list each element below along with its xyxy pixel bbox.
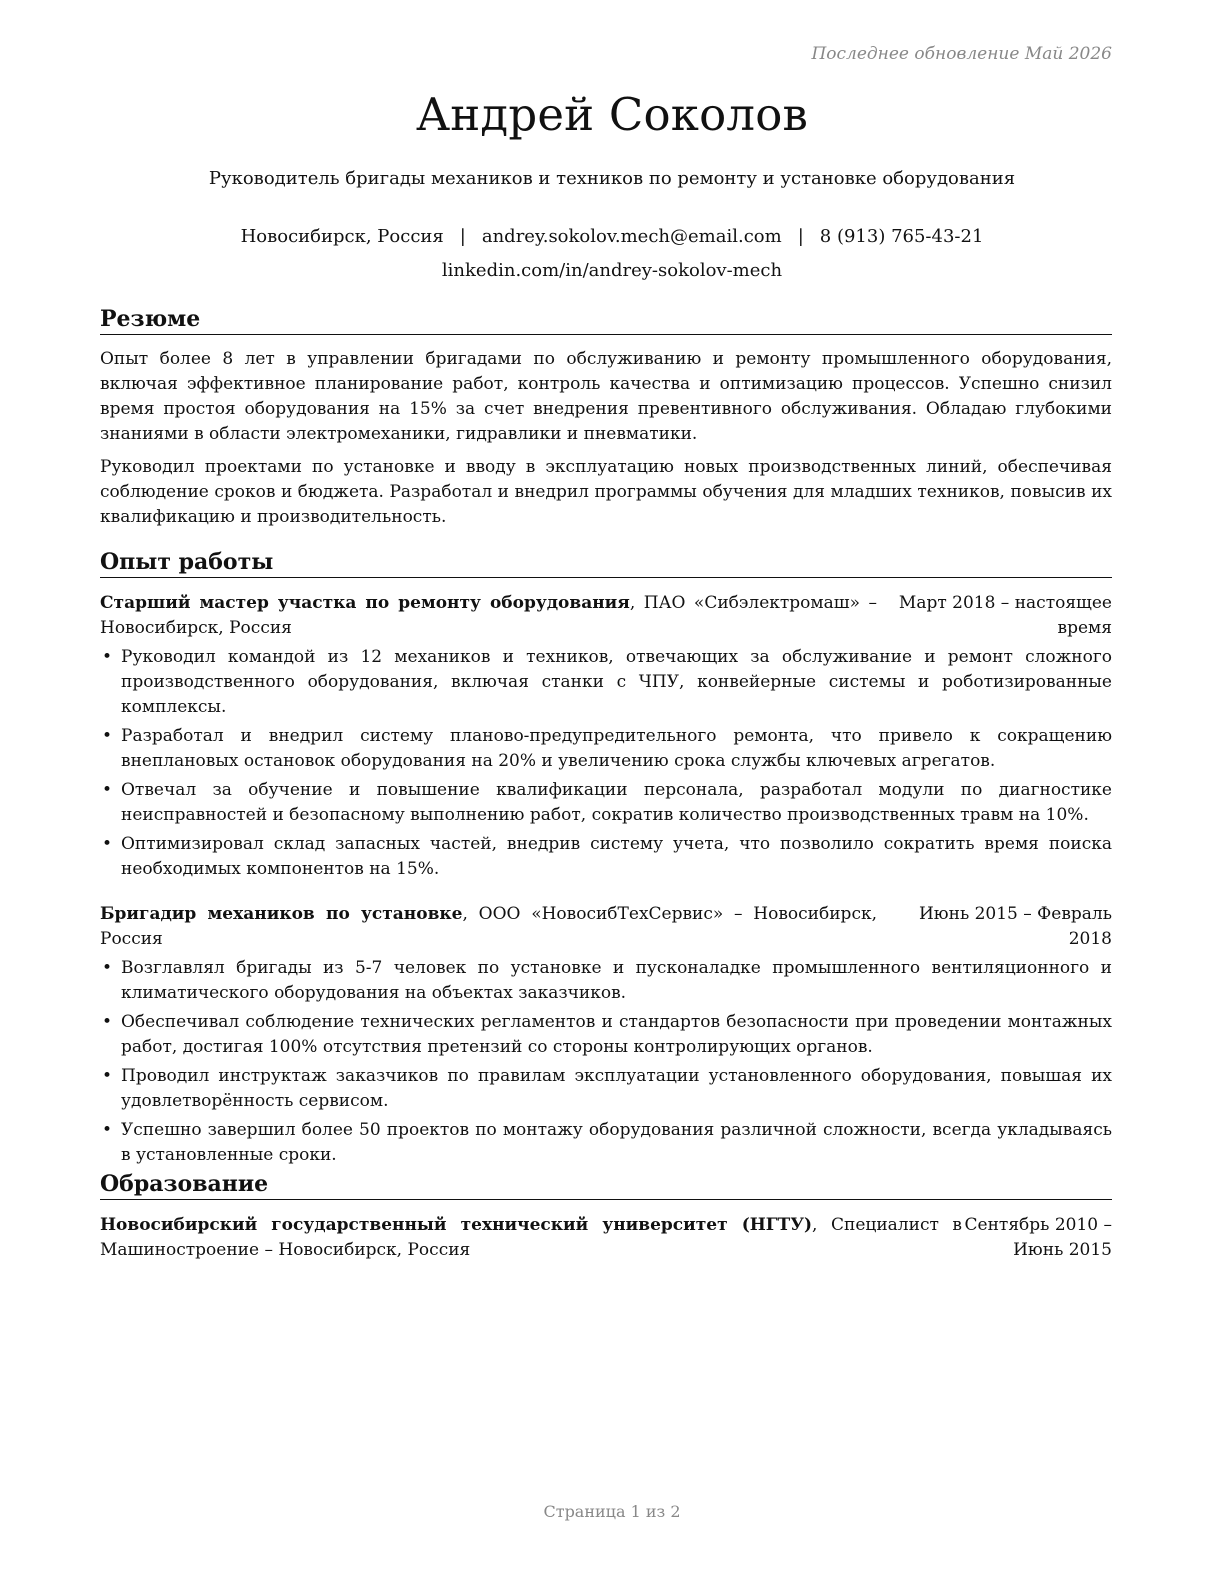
list-item: • Возглавлял бригады из 5-7 человек по установке и пусконаладке промышленного вентиляционного и климатического оборудования на объектах заказчиков. (102, 958, 1112, 1003)
school-name: Новосибирский государственный технический университет (НГТУ) (100, 1215, 813, 1235)
last-updated: Последнее обновление Май 2026 (811, 44, 1112, 64)
job-role: Старший мастер участка по ремонту оборудования (100, 593, 630, 613)
job-role: Бригадир механиков по установке (100, 904, 463, 924)
job-dates: Июнь 2015 – Февраль 2018 (918, 904, 1112, 949)
education-dates: Сентябрь 2010 – Июнь 2015 (964, 1215, 1112, 1260)
bullet-icon: • (102, 780, 113, 800)
job-company: , ООО «НовосибТехСервис» – Новосибирск, Россия (100, 904, 877, 949)
contact-block (0, 220, 1224, 288)
job-entry (100, 591, 1112, 882)
section-heading: Образование (100, 1170, 1112, 1200)
section-heading: Резюме (100, 305, 1112, 335)
bullet-icon: • (102, 647, 113, 667)
summary-paragraph: Руководил проектами по установке и вводу в эксплуатацию новых производственных линий, обеспечивая соблюдение сроков и бюджета. Разработал и внедрил программы обучения для младших техников, повысив их квалификацию и производительность. (100, 457, 1112, 527)
job-header (100, 902, 1112, 952)
email-link[interactable]: andrey.sokolov.mech@email.com (481, 226, 782, 247)
section-heading: Опыт работы (100, 548, 1112, 578)
bullet-icon: • (102, 726, 113, 746)
separator: | (797, 226, 804, 247)
candidate-name: Андрей Соколов (415, 88, 809, 141)
location: Новосибирск, Россия (240, 226, 444, 247)
job-title-line (100, 902, 877, 952)
education-title-line (100, 1213, 962, 1263)
job-company: , ПАО «Сибэлектромаш» – Новосибирск, Россия (100, 593, 877, 638)
job-bullets (100, 645, 1112, 882)
list-item: • Отвечал за обучение и повышение квалификации персонала, разработал модули по диагностике неисправностей и безопасному выполнению работ, сократив количество производственных травм на 10%. (102, 780, 1112, 825)
separator: | (459, 226, 466, 247)
job-header (100, 591, 1112, 641)
education-entry (100, 1213, 1112, 1263)
bullet-icon: • (102, 1120, 113, 1140)
list-item: • Оптимизировал склад запасных частей, внедрив систему учета, что позволило сократить время поиска необходимых компонентов на 15%. (102, 834, 1112, 879)
linkedin-link[interactable]: linkedin.com/in/andrey-sokolov-mech (441, 260, 783, 281)
list-item: • Успешно завершил более 50 проектов по монтажу оборудования различной сложности, всегда укладываясь в установленные сроки. (102, 1120, 1112, 1165)
job-entry (100, 902, 1112, 1168)
bullet-icon: • (102, 1012, 113, 1032)
job-dates: Март 2018 – настоящее время (898, 593, 1112, 638)
contact-line (0, 220, 1224, 254)
candidate-title: Руководитель бригады механиков и техников по ремонту и установке оборудования (208, 168, 1016, 189)
education-header (100, 1213, 1112, 1263)
phone: 8 (913) 765-43-21 (819, 226, 984, 247)
list-item: • Разработал и внедрил систему планово-предупредительного ремонта, что привело к сокращению внеплановых остановок оборудования на 20% и увеличению срока службы ключевых агрегатов. (102, 726, 1112, 771)
list-item: • Обеспечивал соблюдение технических регламентов и стандартов безопасности при проведении монтажных работ, достигая 100% отсутствия претензий со стороны контролирующих органов. (102, 1012, 1112, 1057)
job-title-line (100, 591, 877, 641)
summary-section (100, 305, 1112, 530)
summary-paragraph: Опыт более 8 лет в управлении бригадами по обслуживанию и ремонту промышленного оборудования, включая эффективное планирование работ, контроль качества и оптимизацию процессов. Успешно снизил время простоя оборудования на 15% за счет внедрения превентивного обслуживания. Обладаю глубокими знаниями в области электромеханики, гидравлики и пневматики. (100, 349, 1112, 444)
job-bullets (100, 956, 1112, 1168)
page-number: Страница 1 из 2 (543, 1502, 681, 1521)
education-section (100, 1170, 1112, 1263)
bullet-icon: • (102, 958, 113, 978)
bullet-icon: • (102, 1066, 113, 1086)
experience-section (100, 548, 1112, 1172)
list-item: • Проводил инструктаж заказчиков по правилам эксплуатации установленного оборудования, повышая их удовлетворённость сервисом. (102, 1066, 1112, 1111)
degree: , Специалист в Машиностроение – Новосибирск, Россия (100, 1215, 962, 1260)
bullet-icon: • (102, 834, 113, 854)
list-item: • Руководил командой из 12 механиков и техников, отвечающих за обслуживание и ремонт сложного производственного оборудования, включая станки с ЧПУ, конвейерные системы и роботизированные комплексы. (102, 647, 1112, 717)
